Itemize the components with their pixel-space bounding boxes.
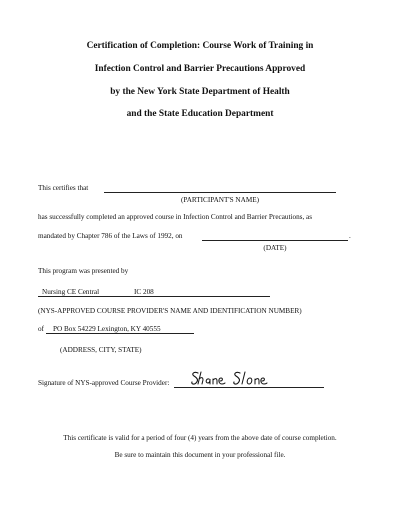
signature-label: Signature of NYS-approved Course Provider: <box>38 379 170 387</box>
address-line <box>46 333 194 334</box>
completion-statement: has successfully completed an approved course in Infection Control and Barrier Precautions, as <box>38 213 313 221</box>
presented-by-label: This program was presented by <box>38 267 129 275</box>
title-line-3: by the New York State Department of Health <box>110 87 290 97</box>
participant-name-line[interactable] <box>104 192 336 193</box>
title-line-2: Infection Control and Barrier Precautions Approved <box>94 64 306 74</box>
date-caption: (DATE) <box>263 244 287 252</box>
participant-caption: (PARTICIPANT'S NAME) <box>180 196 259 204</box>
title-line-1: Certification of Completion: Course Work of Training in <box>86 41 314 51</box>
certifies-label: This certifies that <box>38 184 89 192</box>
date-period: . <box>349 232 351 240</box>
provider-id: IC 208 <box>134 288 154 296</box>
provider-caption: (NYS-APPROVED COURSE PROVIDER'S NAME AND IDENTIFICATION NUMBER) <box>38 307 302 315</box>
title-line-4: and the State Education Department <box>126 109 274 119</box>
handwritten-signature <box>190 369 280 387</box>
validity-note: This certificate is valid for a period of four (4) years from the above date of course completion. <box>63 434 337 442</box>
provider-line <box>38 296 270 297</box>
of-label: of <box>38 325 44 333</box>
provider-address: PO Box 54229 Lexington, KY 40555 <box>53 325 161 333</box>
date-line[interactable] <box>202 240 348 241</box>
maintain-note: Be sure to maintain this document in your professional file. <box>114 451 286 459</box>
address-caption: (ADDRESS, CITY, STATE) <box>60 346 142 354</box>
mandate-statement: mandated by Chapter 786 of the Laws of 1992, on <box>38 232 183 240</box>
signature-line <box>174 387 324 388</box>
provider-name: Nursing CE Central <box>42 288 100 296</box>
